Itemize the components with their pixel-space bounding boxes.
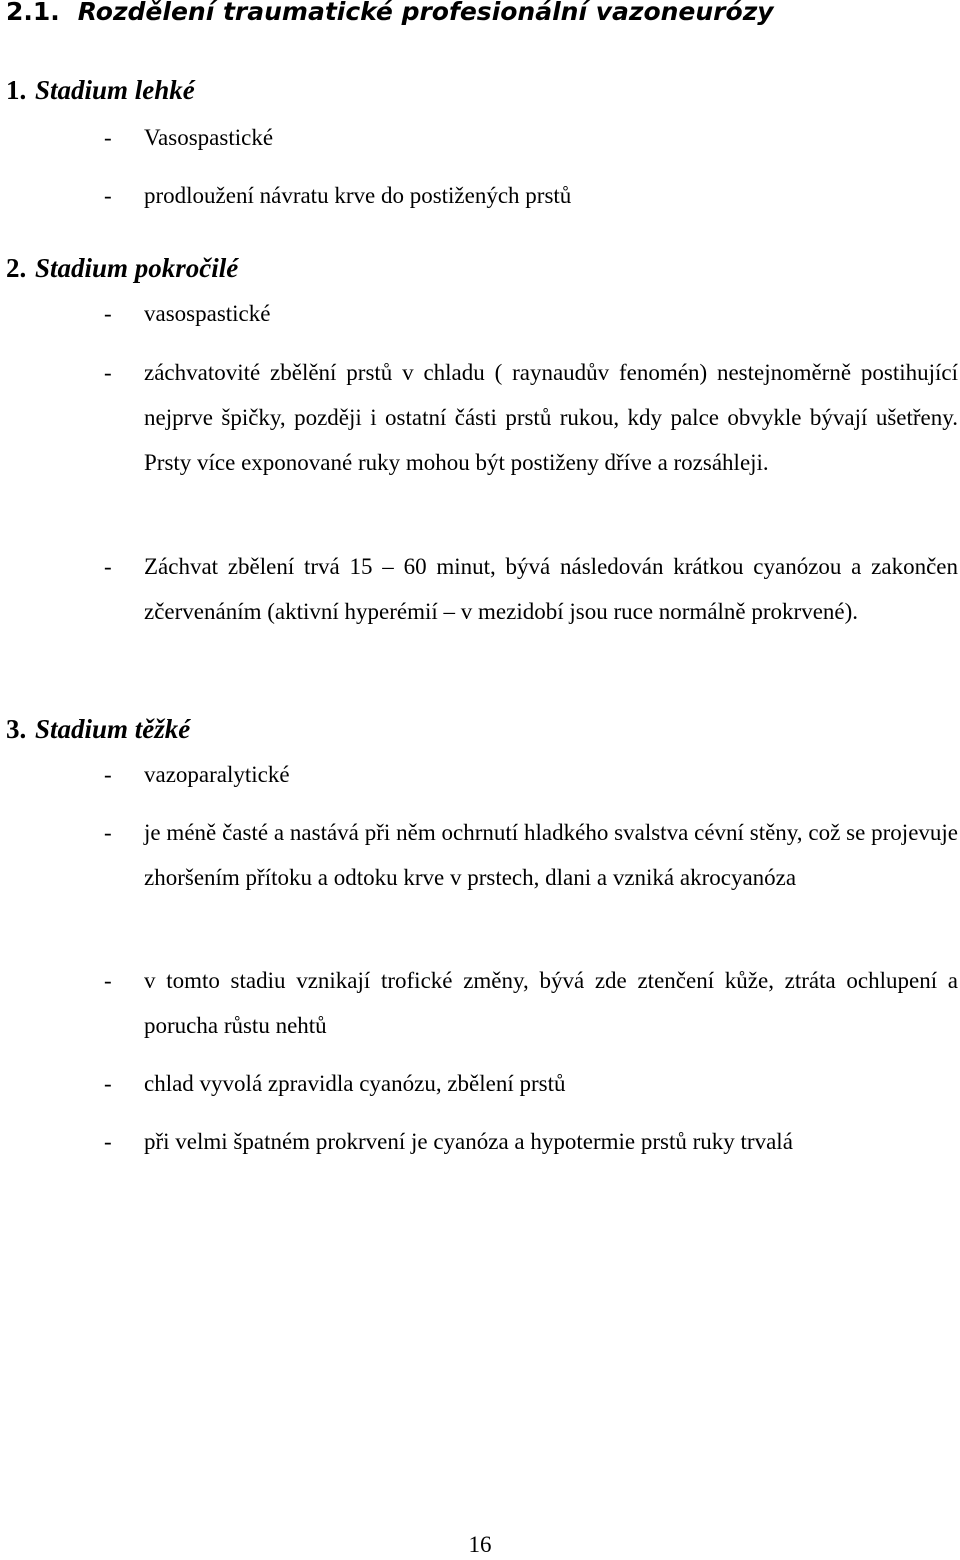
page-number: 16 xyxy=(468,1532,492,1557)
list-item-text: chlad vyvolá zpravidla cyanózu, zbělení prstů xyxy=(144,1071,566,1096)
stage-3-number: 3. xyxy=(6,714,27,744)
bullet-dash: - xyxy=(104,1129,112,1154)
bullet-dash: - xyxy=(104,762,112,787)
stage-3-title: Stadium těžké xyxy=(35,714,191,744)
stage-2-title: Stadium pokročilé xyxy=(35,253,239,283)
list-item-text: v tomto stadiu vznikají trofické změny, bývá zde ztenčení kůže, ztráta ochlupení a porucha růstu nehtů xyxy=(144,968,958,1038)
stage-2-heading xyxy=(6,248,238,288)
stage-1-heading xyxy=(6,70,195,110)
list-item-text: je méně časté a nastává při něm ochrnutí hladkého svalstva cévní stěny, což se projevuje zhoršením přítoku a odtoku krve v prstech, dlani a vzniká akrocyanóza xyxy=(144,820,958,890)
bullet-dash: - xyxy=(104,968,112,993)
list-item-text: vazoparalytické xyxy=(144,762,290,787)
bullet-dash: - xyxy=(104,125,112,150)
stage-1-title: Stadium lehké xyxy=(35,75,195,105)
bullet-dash: - xyxy=(104,183,112,208)
list-item-text: Vasospastické xyxy=(144,125,274,150)
list-item-text: Záchvat zbělení trvá 15 – 60 minut, bývá následován krátkou cyanózou a zakončen zčervenáním (aktivní hyperémií – v mezidobí jsou ruce normálně prokrvené). xyxy=(144,554,958,624)
bullet-dash: - xyxy=(104,554,112,579)
stage-1-number: 1. xyxy=(6,75,27,105)
bullet-dash: - xyxy=(104,1071,112,1096)
section-heading xyxy=(6,0,774,32)
section-number: 2.1. xyxy=(6,0,60,26)
stage-3-heading xyxy=(6,709,190,749)
section-title: Rozdělení traumatické profesionální vazoneurózy xyxy=(77,0,774,26)
bullet-dash: - xyxy=(104,360,112,385)
list-item-text: záchvatovité zbělění prstů v chladu ( raynaudův fenomén) nestejnoměrně postihující nejprve špičky, později i ostatní části prstů rukou, kdy palce obvykle bývají ušetřeny. Prsty více exponované ruky mohou být postiženy dříve a rozsáhleji. xyxy=(144,360,958,475)
bullet-dash: - xyxy=(104,301,112,326)
list-item-text: prodloužení návratu krve do postižených prstů xyxy=(144,183,572,208)
stage-2-number: 2. xyxy=(6,253,27,283)
list-item-text: vasospastické xyxy=(144,301,271,326)
list-item-text: při velmi špatném prokrvení je cyanóza a hypotermie prstů ruky trvalá xyxy=(144,1129,793,1154)
bullet-dash: - xyxy=(104,820,112,845)
